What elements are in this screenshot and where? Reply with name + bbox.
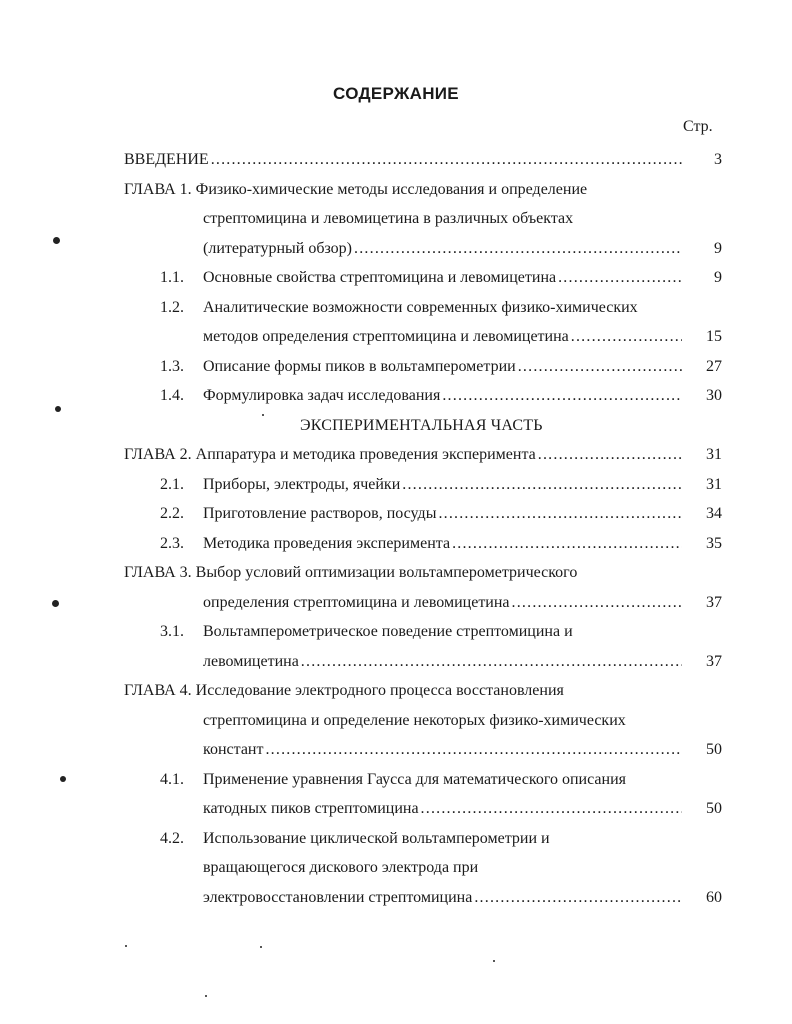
scan-speck <box>53 237 60 244</box>
table-of-contents <box>0 145 792 912</box>
toc-page-number: 15 <box>706 328 722 345</box>
toc-line <box>0 440 792 470</box>
toc-entry-title: Аналитические возможности современных физико-химических <box>203 298 638 316</box>
dot-leader <box>474 883 682 913</box>
dot-leader <box>512 588 682 618</box>
toc-line <box>0 883 792 913</box>
dot-leader <box>518 352 682 382</box>
scan-speck <box>493 960 495 962</box>
toc-line <box>0 175 792 205</box>
toc-page-number: 9 <box>714 269 722 286</box>
dot-leader <box>354 234 682 264</box>
scan-speck <box>260 946 262 948</box>
toc-page-number: 31 <box>706 446 722 463</box>
dot-leader <box>421 794 682 824</box>
dot-leader <box>571 322 682 352</box>
toc-page-number: 60 <box>706 888 722 906</box>
toc-line <box>0 499 792 529</box>
toc-entry-title: Применение уравнения Гаусса для математического описания <box>203 770 626 788</box>
toc-line <box>0 853 792 883</box>
toc-page-number: 37 <box>706 652 722 670</box>
toc-page-number: 27 <box>706 357 722 375</box>
toc-line <box>0 824 792 854</box>
toc-line <box>0 145 792 175</box>
toc-entry-title: катодных пиков стрептомицина <box>203 800 419 817</box>
toc-entry-title: ГЛАВА 1. Физико-химические методы исследования и определение <box>124 180 588 198</box>
toc-line <box>0 293 792 323</box>
scan-speck <box>55 406 61 412</box>
toc-page-number: 50 <box>706 800 722 817</box>
dot-leader <box>402 470 682 500</box>
dot-leader <box>538 440 682 470</box>
toc-line <box>0 706 792 736</box>
toc-line <box>0 263 792 293</box>
toc-entry-number: 4.2. <box>160 829 184 847</box>
dot-leader <box>452 529 682 559</box>
toc-line <box>0 322 792 352</box>
toc-line <box>0 765 792 795</box>
toc-entry-title: (литературный обзор) <box>203 239 353 257</box>
dot-leader <box>438 499 682 529</box>
dot-leader <box>265 735 682 765</box>
toc-page-number: 3 <box>714 151 722 168</box>
toc-entry-title: вращающегося дискового электрода при <box>203 859 479 876</box>
toc-line <box>0 411 792 441</box>
toc-entry-number: 1.2. <box>160 298 184 316</box>
toc-entry-title: стрептомицина и левомицетина в различных объектах <box>203 210 574 227</box>
toc-entry-title: стрептомицина и определение некоторых физико-химических <box>203 711 626 729</box>
toc-page-number: 9 <box>714 239 722 257</box>
toc-page-number: 30 <box>706 387 722 404</box>
toc-entry-title: Формулировка задач исследования <box>203 387 441 404</box>
toc-page-number: 37 <box>706 593 722 611</box>
scan-speck <box>60 776 66 782</box>
toc-entry-title: ГЛАВА 2. Аппаратура и методика проведения эксперимента <box>124 446 536 463</box>
dot-leader <box>301 647 682 677</box>
toc-entry-title: левомицетина <box>203 652 299 670</box>
toc-entry-title: ВВЕДЕНИЕ <box>124 151 209 168</box>
toc-line <box>0 647 792 677</box>
toc-line <box>0 204 792 234</box>
toc-line <box>0 794 792 824</box>
dot-leader <box>442 381 682 411</box>
toc-page-number: 34 <box>706 505 722 522</box>
toc-line <box>0 588 792 618</box>
toc-entry-number: 3.1. <box>160 623 184 640</box>
toc-page-number: 31 <box>706 475 722 493</box>
toc-line <box>0 381 792 411</box>
toc-entry-number: 1.4. <box>160 387 184 404</box>
toc-page-number: 35 <box>706 534 722 552</box>
toc-entry-title: Методика проведения эксперимента <box>203 534 451 552</box>
toc-entry-number: 4.1. <box>160 770 184 788</box>
page-column-label: Стр. <box>683 118 713 135</box>
toc-entry-title: Описание формы пиков в вольтамперометрии <box>203 357 516 375</box>
toc-page-number: 50 <box>706 741 722 758</box>
toc-entry-title: электровосстановлении стрептомицина <box>203 888 473 906</box>
toc-line <box>0 470 792 500</box>
scan-speck <box>52 600 59 607</box>
toc-line <box>0 617 792 647</box>
toc-entry-number: 2.2. <box>160 505 184 522</box>
toc-line <box>0 234 792 264</box>
scan-speck <box>205 995 207 997</box>
page-title: СОДЕРЖАНИЕ <box>333 84 459 103</box>
section-heading: ЭКСПЕРИМЕНТАЛЬНАЯ ЧАСТЬ <box>300 416 543 434</box>
scan-speck <box>125 945 127 947</box>
toc-entry-number: 2.1. <box>160 475 184 493</box>
scan-speck <box>262 414 264 416</box>
toc-entry-title: констант <box>203 741 264 758</box>
toc-entry-number: 2.3. <box>160 534 184 552</box>
dot-leader <box>558 263 682 293</box>
toc-entry-number: 1.3. <box>160 357 184 375</box>
toc-entry-title: ГЛАВА 3. Выбор условий оптимизации вольтамперометрического <box>124 564 578 581</box>
toc-entry-title: Основные свойства стрептомицина и левомицетина <box>203 269 557 286</box>
toc-entry-number: 1.1. <box>160 269 184 286</box>
toc-line <box>0 529 792 559</box>
toc-line <box>0 735 792 765</box>
toc-line <box>0 558 792 588</box>
toc-line <box>0 676 792 706</box>
toc-entry-title: Приготовление растворов, посуды <box>203 505 437 522</box>
dot-leader <box>211 145 682 175</box>
toc-line <box>0 352 792 382</box>
toc-entry-title: определения стрептомицина и левомицетина <box>203 593 510 611</box>
toc-entry-title: методов определения стрептомицина и левомицетина <box>203 328 569 345</box>
toc-entry-title: Вольтамперометрическое поведение стрептомицина и <box>203 623 573 640</box>
toc-entry-title: ГЛАВА 4. Исследование электродного процесса восстановления <box>124 682 564 699</box>
toc-entry-title: Приборы, электроды, ячейки <box>203 475 401 493</box>
toc-entry-title: Использование циклической вольтамперометрии и <box>203 829 550 847</box>
